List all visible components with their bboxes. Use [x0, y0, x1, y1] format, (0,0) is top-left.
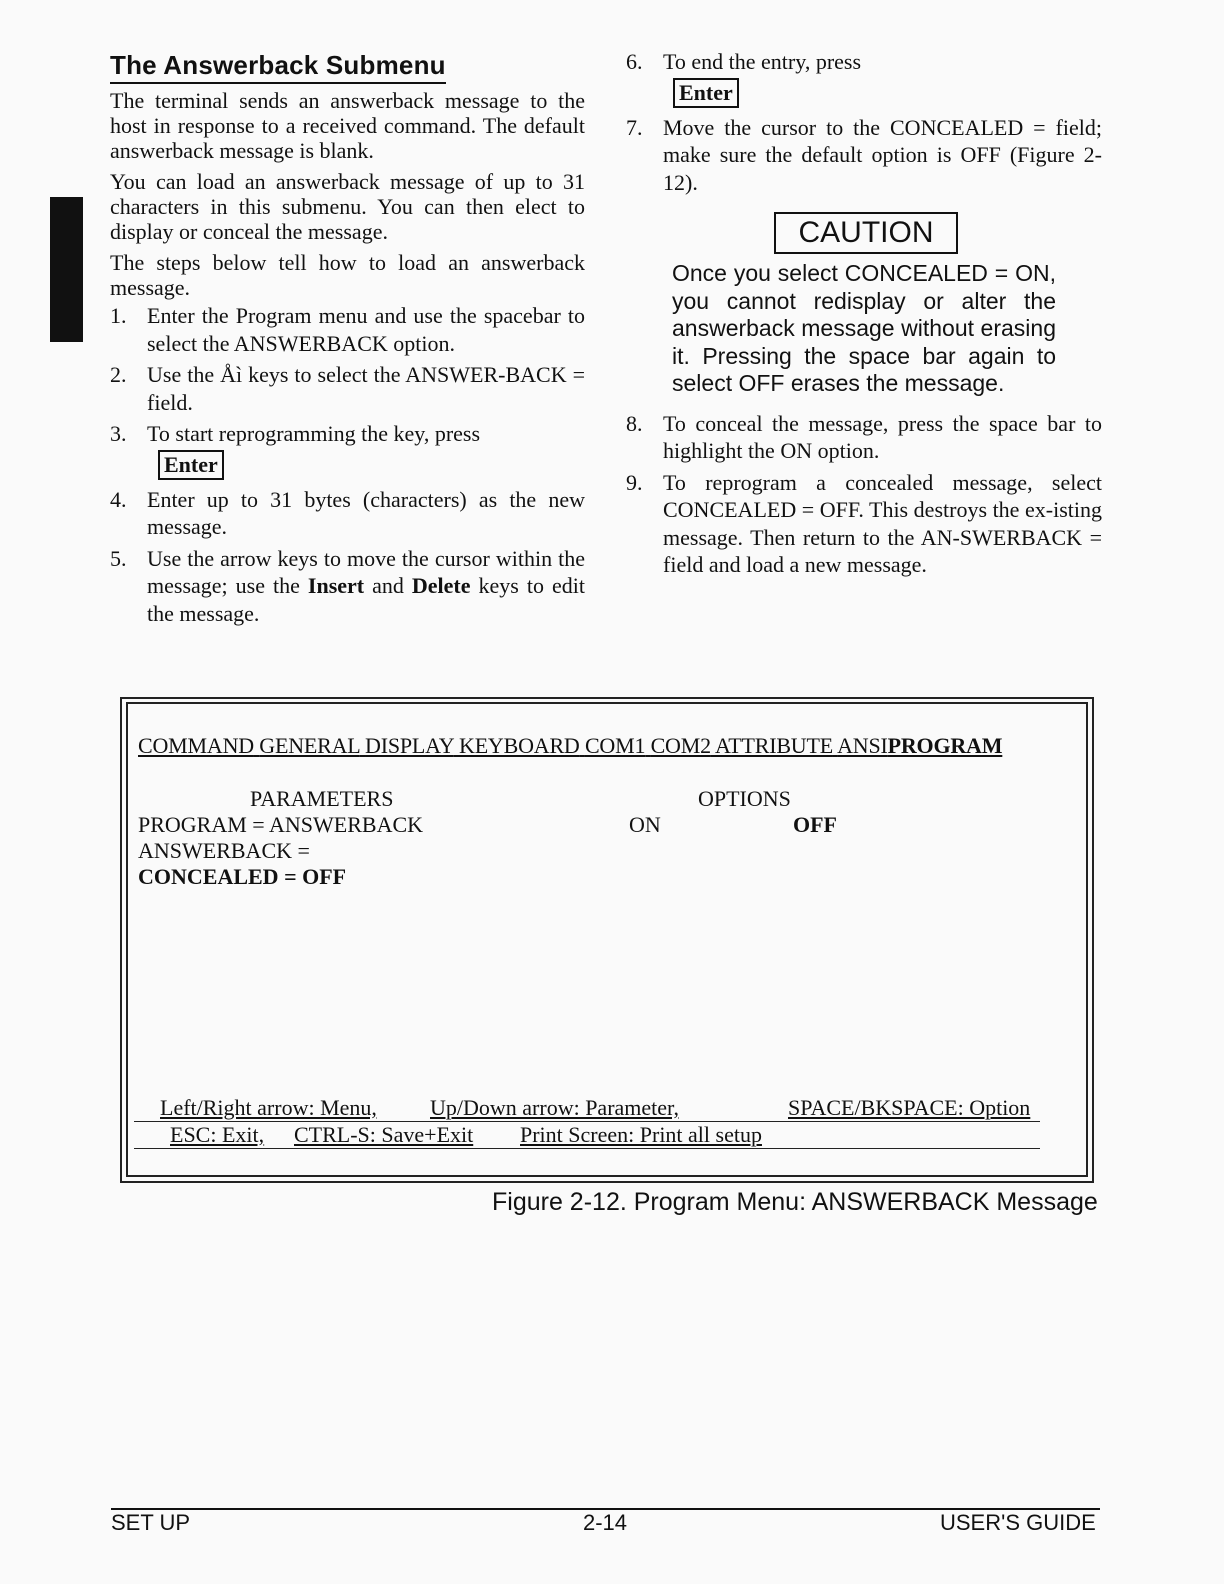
enter-key-icon: Enter — [673, 78, 739, 108]
step-1: 1. Enter the Program menu and use the spacebar to select the ANSWERBACK option. — [110, 303, 585, 356]
right-column — [626, 48, 1102, 583]
parameter-row-answerback: ANSWERBACK = — [138, 838, 310, 863]
help-line-2 — [134, 1122, 1040, 1149]
parameters-header: PARAMETERS — [250, 786, 394, 811]
setup-menu-bar — [138, 733, 1002, 759]
footer-page-number: 2-14 — [583, 1510, 628, 1535]
figure-caption: Figure 2-12. Program Menu: ANSWERBACK Message — [492, 1188, 1098, 1216]
caution-text: Once you select CONCEALED = ON, you cannot redisplay or alter the answerback message without erasing it. Pressing the space bar again to select OFF erases the message. — [672, 260, 1056, 396]
step-3: 3. To start reprogramming the key, press Enter — [110, 420, 585, 482]
footer-right: USER'S GUIDE — [940, 1510, 1096, 1535]
left-column — [110, 50, 585, 631]
parameter-row-concealed: CONCEALED = OFF — [138, 864, 347, 889]
help-ctrls: CTRL-S: Save+Exit — [294, 1122, 474, 1147]
step-2: 2. Use the Åì keys to select the ANSWER-BACK = field. — [110, 362, 585, 415]
setup-screen — [126, 702, 1088, 1177]
section-title: The Answerback Submenu — [110, 50, 446, 84]
menu-item-attribute: ATTRIBUTE — [715, 733, 833, 758]
steps-list-right-2 — [626, 410, 1102, 579]
capacity-paragraph: You can load an answerback message of up to 31 characters in this submenu. You can then elect to display or conceal the message. — [110, 169, 585, 244]
step-5: 5. Use the arrow keys to move the cursor within the message; use the Insert and Delete keys to edit the message. — [110, 545, 585, 626]
step-9: 9. To reprogram a concealed message, select CONCEALED = OFF. This destroys the ex-isting message. Then return to the AN-SWERBACK = field and load a new message. — [626, 469, 1102, 577]
options-header: OPTIONS — [698, 786, 791, 811]
option-on: ON — [629, 812, 661, 837]
menu-item-keyboard: KEYBOARD — [459, 733, 580, 758]
setup-screen-figure — [120, 697, 1094, 1183]
help-line-1 — [134, 1095, 1040, 1122]
step-8: 8. To conceal the message, press the space bar to highlight the ON option. — [626, 410, 1102, 463]
help-print: Print Screen: Print all setup — [520, 1122, 762, 1147]
caution-label: CAUTION — [774, 212, 958, 254]
menu-item-com1: COM1 — [584, 733, 646, 758]
help-leftright: Left/Right arrow: Menu, — [160, 1095, 377, 1120]
option-off: OFF — [793, 812, 837, 837]
footer-left: SET UP — [111, 1510, 191, 1535]
menu-item-display: DISPLAY — [365, 733, 454, 758]
help-esc: ESC: Exit, — [170, 1122, 265, 1147]
menu-item-com2: COM2 — [650, 733, 711, 758]
steps-list-right — [626, 48, 1102, 196]
section-tab-marker — [50, 197, 83, 342]
menu-item-general: GENERAL — [259, 733, 360, 758]
steps-intro-paragraph: The steps below tell how to load an answerback message. — [110, 250, 585, 300]
menu-item-command: COMMAND — [138, 733, 254, 758]
menu-item-ansi: ANSI — [837, 733, 888, 758]
step-4: 4. Enter up to 31 bytes (characters) as the new message. — [110, 486, 585, 539]
intro-paragraph: The terminal sends an answerback message to the host in response to a received command. The default answerback message is blank. — [110, 88, 585, 163]
enter-key-icon: Enter — [158, 450, 224, 480]
step-7: 7. Move the cursor to the CONCEALED = field; make sure the default option is OFF (Figure 2-12). — [626, 114, 1102, 195]
steps-list-left — [110, 302, 585, 627]
parameter-row-program: PROGRAM = ANSWERBACK — [138, 812, 424, 837]
menu-item-program: PROGRAM — [887, 733, 1003, 758]
help-updown: Up/Down arrow: Parameter, — [430, 1095, 679, 1120]
help-space: SPACE/BKSPACE: Option — [788, 1095, 1031, 1120]
step-6: 6. To end the entry, press Enter — [626, 48, 1102, 110]
